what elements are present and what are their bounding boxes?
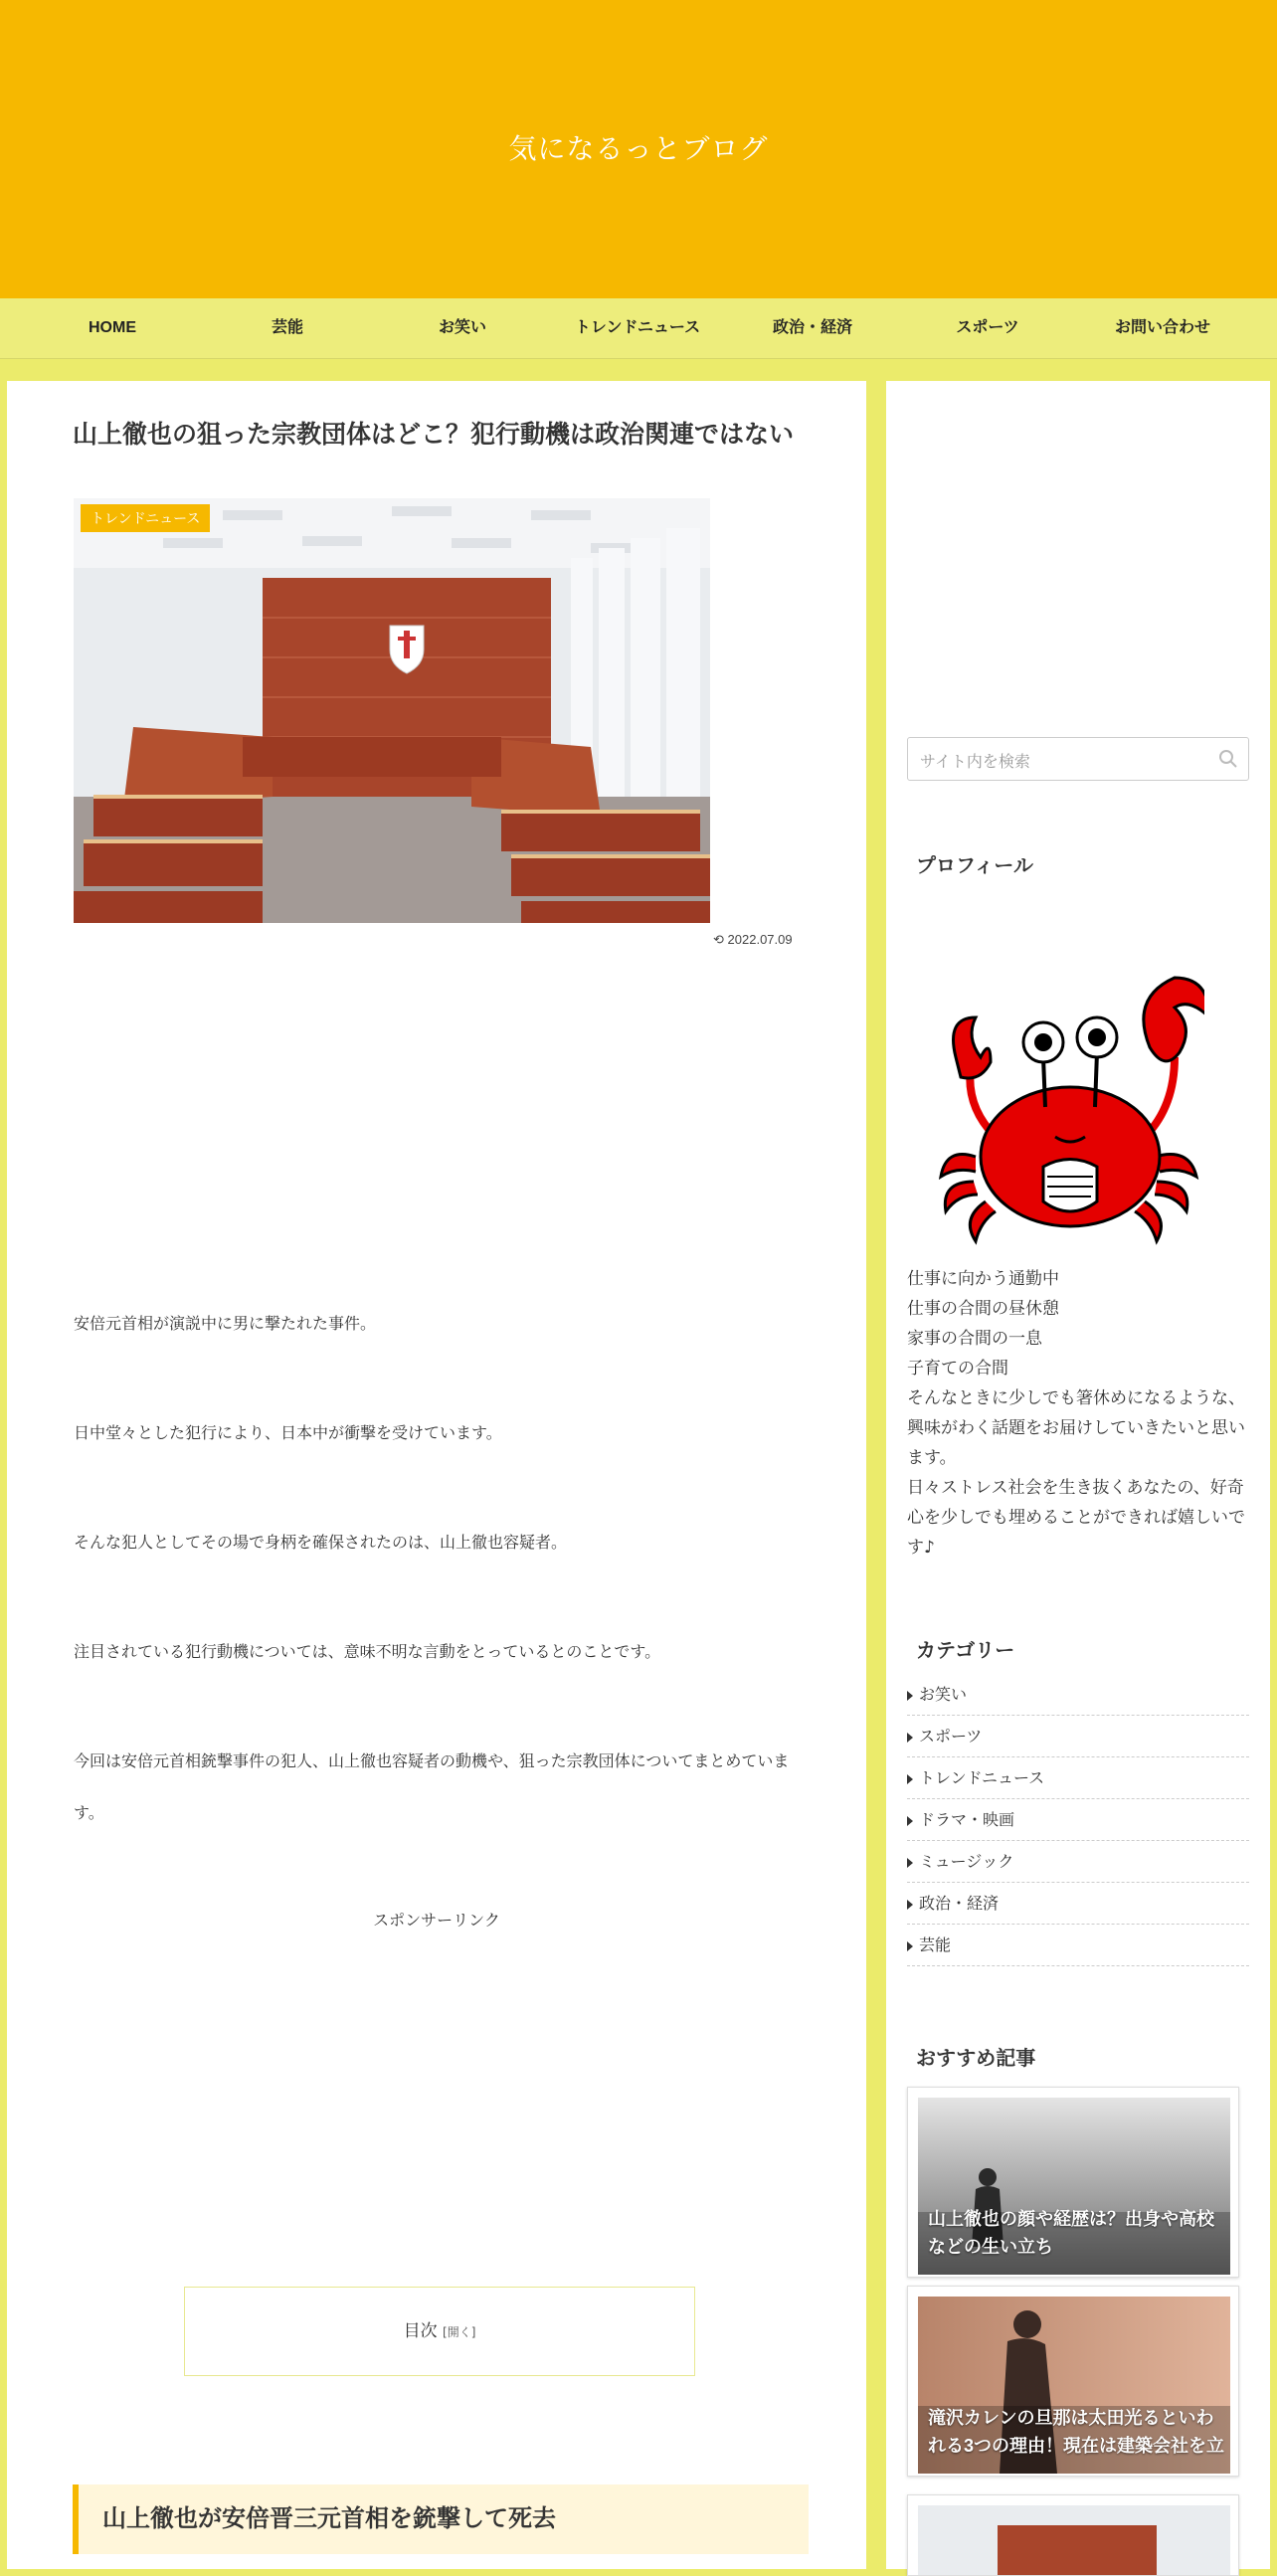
toc-label: 目次 [403, 2321, 438, 2341]
category-item-trend-news[interactable] [907, 1757, 1249, 1799]
profile-title: プロフィール [916, 855, 1033, 877]
site-header [0, 0, 1277, 298]
article-paragraph: 注目されている犯行動機については、意味不明な言動をとっているとのことです。 [74, 1642, 661, 1661]
article-paragraph: 安倍元首相が演説中に男に撃たれた事件。 [74, 1314, 377, 1333]
article-paragraph: 今回は安倍元首相銃撃事件の犯人、山上徹也容疑者の動機や、狙った宗教団体についてまとめています。 [74, 1751, 790, 1822]
search-icon[interactable] [1218, 749, 1238, 769]
post-date [713, 932, 793, 948]
caret-right-icon [907, 1733, 913, 1743]
global-nav [0, 298, 1277, 359]
category-widget-title: カテゴリー [916, 1640, 1015, 1662]
category-item-label: ミュージック [919, 1852, 1014, 1871]
caret-right-icon [907, 1858, 913, 1868]
caret-right-icon [907, 1941, 913, 1951]
caret-right-icon [907, 1900, 913, 1910]
nav-item-home[interactable]: HOME [89, 319, 136, 336]
post-date-value: 2022.07.09 [727, 932, 793, 947]
category-item-politics[interactable] [907, 1883, 1249, 1925]
profile-line: 日々ストレス社会を生き抜くあなたの、好奇心を少しでも埋めることができれば嬉しいです♪ [907, 1478, 1245, 1558]
sponsor-link-label: スポンサーリンク [373, 1911, 500, 1930]
category-item-label: お笑い [919, 1685, 968, 1704]
search-input[interactable]: サイト内を検索 [920, 752, 1030, 771]
nav-item-comedy[interactable]: お笑い [438, 319, 486, 336]
sidebar [886, 381, 1270, 2569]
profile-line: そんなときに少しでも箸休めになるような、興味がわく話題をお届けしていきたいと思います。 [907, 1388, 1245, 1468]
category-item-comedy[interactable] [907, 1674, 1249, 1716]
category-item-label: 政治・経済 [919, 1894, 1000, 1913]
recommended-widget-title: おすすめ記事 [916, 2048, 1036, 2070]
profile-line: 子育ての合間 [907, 1359, 1008, 1379]
profile-description [907, 1264, 1255, 1563]
profile-line: 仕事の合間の昼休憩 [907, 1299, 1059, 1319]
table-of-contents [184, 2287, 695, 2376]
recommended-card[interactable] [907, 2286, 1239, 2477]
caret-right-icon [907, 1816, 913, 1826]
nav-item-trend-news[interactable]: トレンドニュース [574, 319, 701, 336]
nav-item-contact[interactable]: お問い合わせ [1114, 319, 1210, 336]
article-title: 山上徹也の狙った宗教団体はどこ？犯行動機は政治関連ではない [73, 421, 795, 449]
recommended-thumbnail [918, 2505, 1230, 2575]
article-paragraph: そんな犯人としてその場で身柄を確保されたのは、山上徹也容疑者。 [74, 1533, 568, 1552]
category-item-label: スポーツ [919, 1727, 983, 1746]
main-content [7, 381, 866, 2569]
category-item-sports[interactable] [907, 1716, 1249, 1757]
caret-right-icon [907, 1691, 913, 1701]
category-item-entertainment[interactable] [907, 1925, 1249, 1966]
category-item-label: トレンドニュース [919, 1768, 1045, 1787]
section-heading: 山上徹也が安倍晋三元首相を銃撃して死去 [73, 2484, 809, 2554]
nav-item-entertainment[interactable]: 芸能 [271, 319, 303, 336]
category-item-label: ドラマ・映画 [919, 1810, 1015, 1829]
search-box[interactable] [907, 737, 1249, 781]
nav-item-politics[interactable]: 政治・経済 [772, 319, 852, 336]
recommended-card[interactable] [907, 2087, 1239, 2278]
recommended-title[interactable]: 山上徹也の顔や経歴は？出身や高校などの生い立ち [928, 2209, 1214, 2257]
site-title[interactable]: 気になるっとブログ [508, 132, 769, 165]
category-list [907, 1674, 1249, 1966]
category-item-music[interactable] [907, 1841, 1249, 1883]
category-label[interactable]: トレンドニュース [81, 504, 210, 532]
crab-mascot-image [936, 958, 1204, 1246]
eyecatch-image [74, 498, 710, 923]
profile-line: 家事の合間の一息 [907, 1329, 1042, 1349]
toc-toggle[interactable]: [開く] [443, 2325, 476, 2339]
category-item-drama-movie[interactable] [907, 1799, 1249, 1841]
recommended-card[interactable] [907, 2494, 1239, 2576]
nav-item-sports[interactable]: スポーツ [956, 319, 1019, 336]
recommended-title[interactable]: 滝沢カレンの旦那は太田光るといわれる3つの理由！現在は建築会社を立 [928, 2408, 1225, 2456]
category-item-label: 芸能 [919, 1935, 952, 1954]
article-paragraph: 日中堂々とした犯行により、日本中が衝撃を受けています。 [74, 1423, 502, 1442]
profile-line: 仕事に向かう通勤中 [907, 1269, 1059, 1289]
caret-right-icon [907, 1774, 913, 1784]
update-icon: ⟲ [713, 932, 724, 947]
